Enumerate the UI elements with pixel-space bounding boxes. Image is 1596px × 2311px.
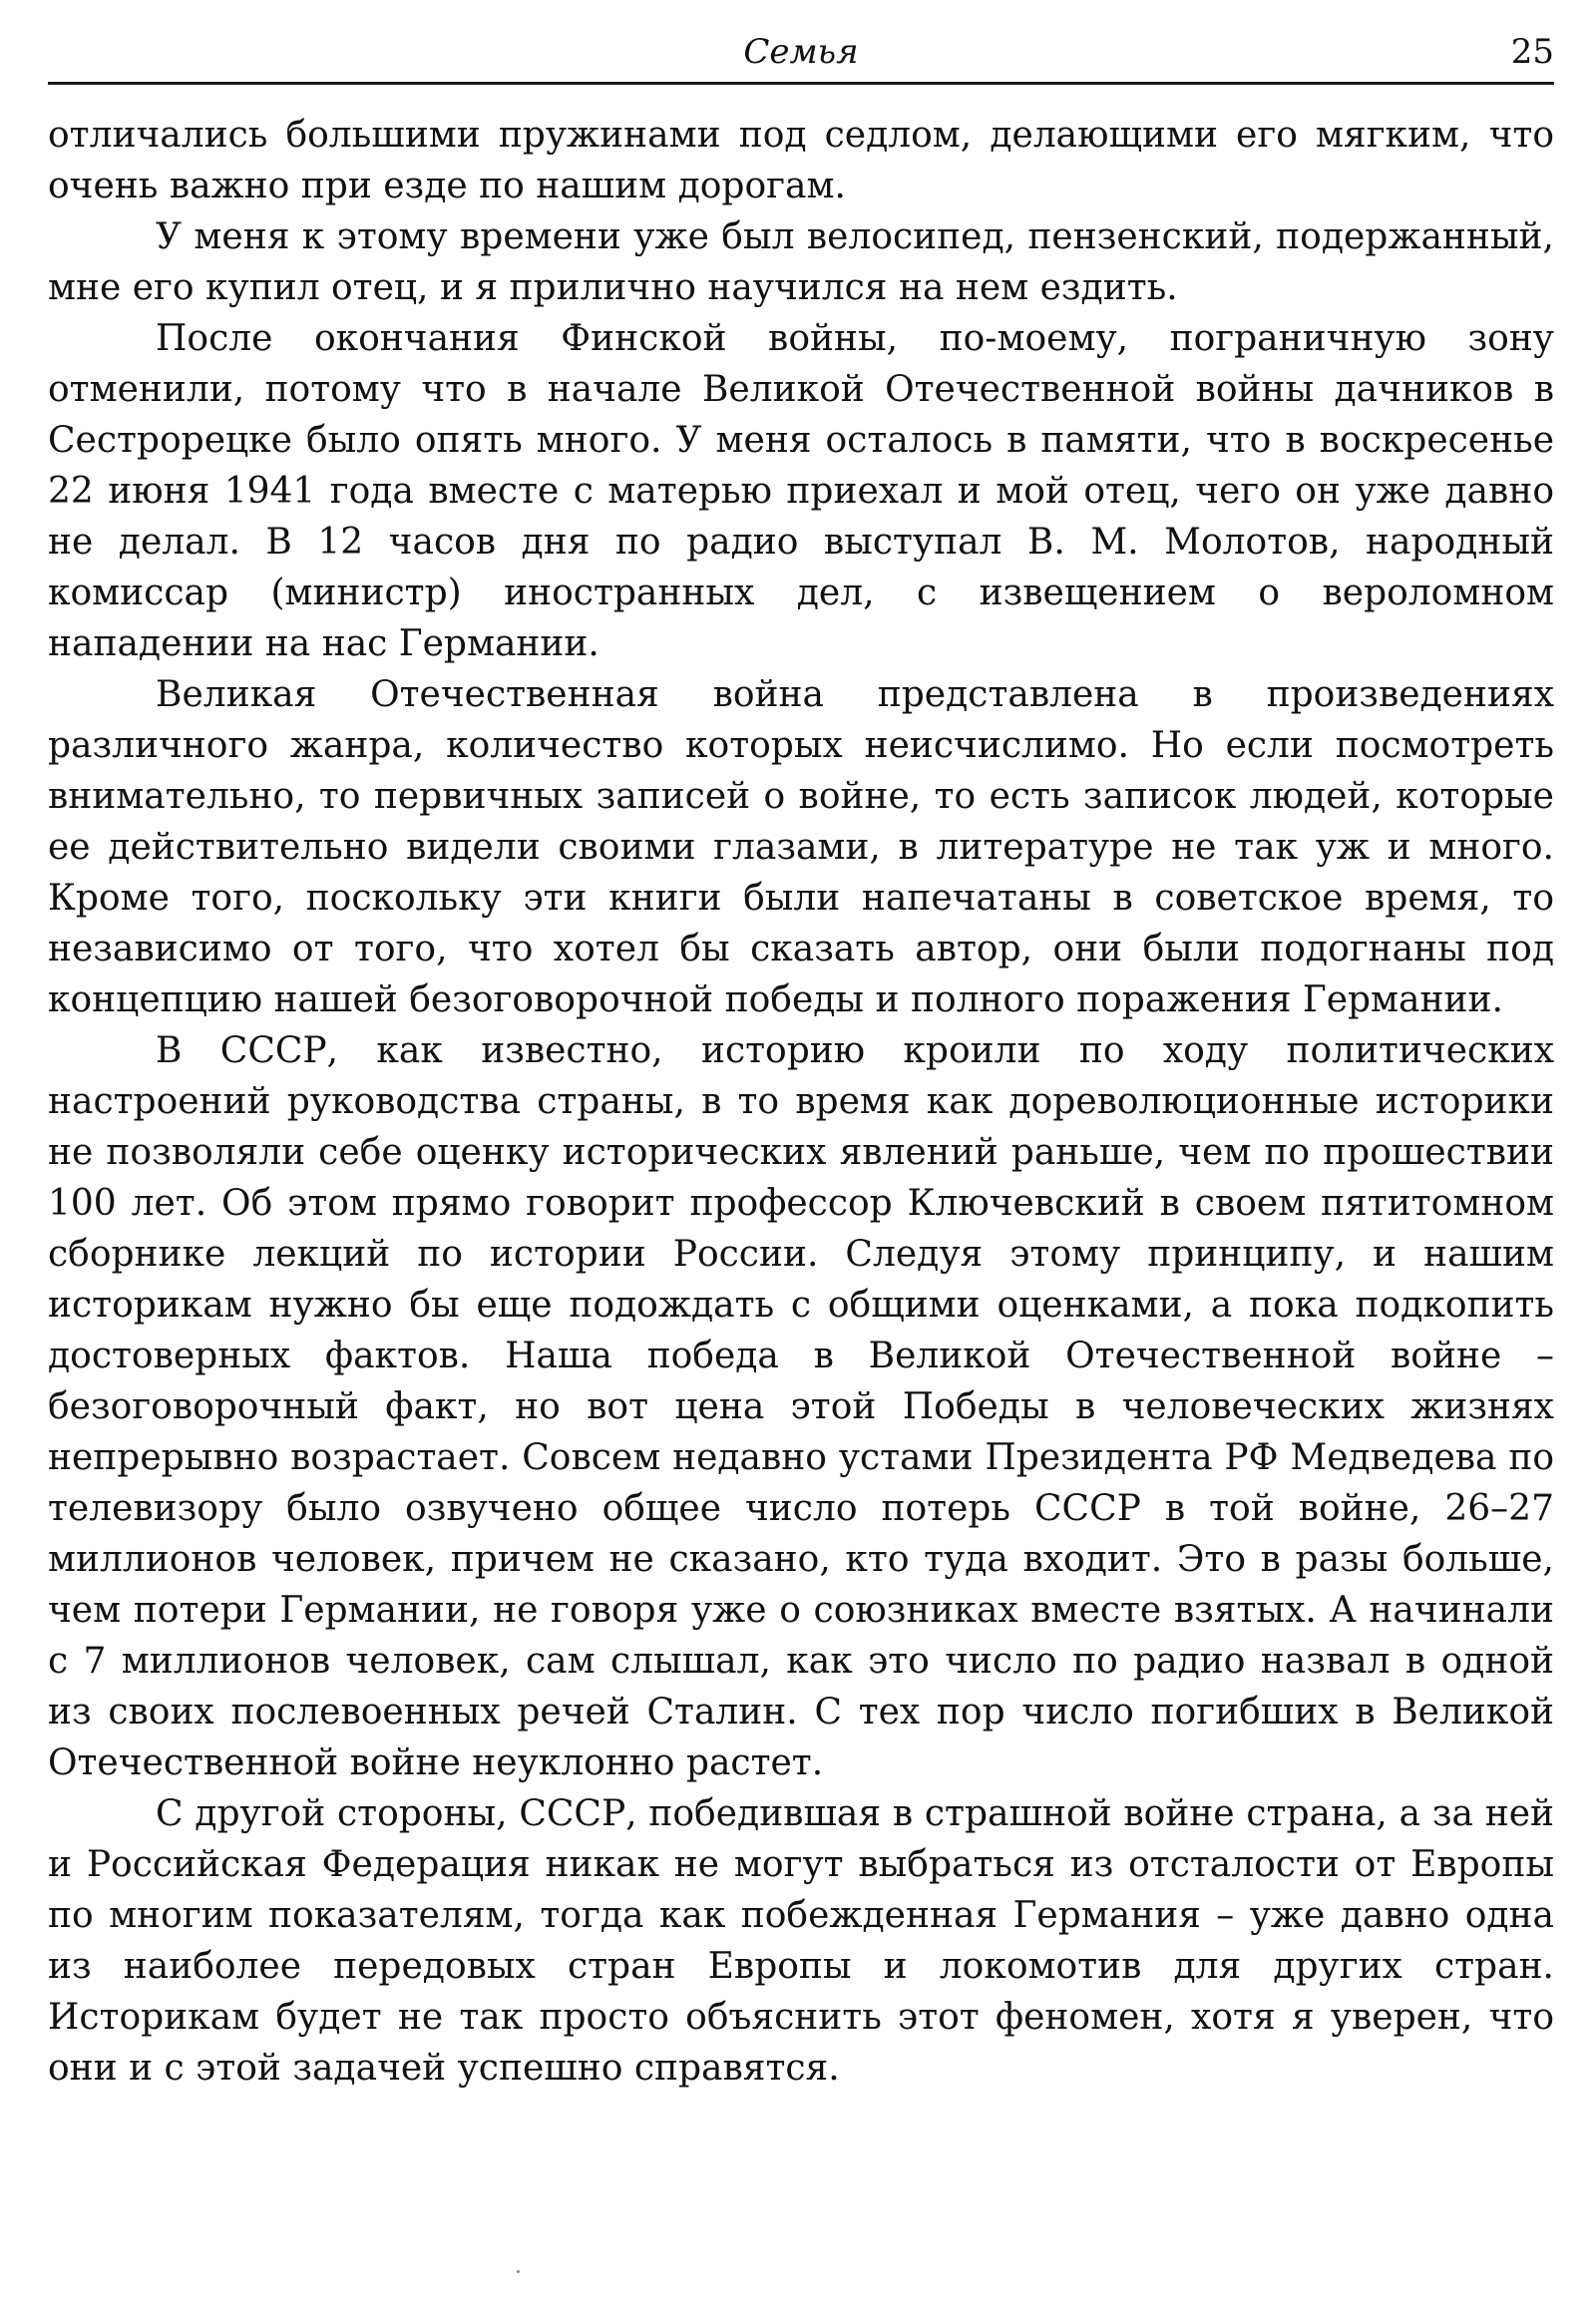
running-title: Семья [743, 32, 859, 72]
page-number: 25 [1510, 32, 1554, 72]
paragraph-war-literature: Великая Отечественная война представлена в произведениях различного жанра, количество которых неисчислимо. Но если посмотреть внимательно, то первичных записей о войне, то есть записок людей, которые ее действительно видели своими глазами, в литературе не так уж и много. Кроме того, поскольку эти книги были напечатаны в советское время, то независимо от того, что хотел бы сказать автор, они были подогнаны под концепцию нашей безоговорочной победы и полного поражения Германии. [48, 674, 1554, 1020]
body-text [48, 110, 1554, 2094]
paragraph-history-ussr: В СССР, как известно, историю кроили по ходу политических настроений руководства страны, в то время как дореволюционные историки не позволяли себе оценку исторических явлений раньше, чем по прошествии 100 лет. Об этом прямо говорит профессор Ключевский в своем пятитомном сборнике лекций по истории России. Следуя этому принципу, и нашим историкам нужно бы еще подождать с общими оценками, а пока подкопить достоверных фактов. Наша победа в Великой Отечественной войне – безоговорочный факт, но вот цена этой Победы в человеческих жизнях непрерывно возрастает. Совсем недавно устами Президента РФ Медведева по телевизору было озвучено общее число потерь СССР в той войне, 26–27 миллионов человек, причем не сказано, кто туда входит. Это в разы больше, чем потери Германии, не говоря уже о союзниках вместе взятых. А начинали с 7 миллионов человек, сам слышал, как это число по радио назвал в одной из своих послевоенных речей Сталин. С тех пор число погибших в Великой Отечественной войне неуклонно растет. [48, 1030, 1554, 1783]
paragraph-war-start: После окончания Финской войны, по-моему, пограничную зону отменили, потому что в начале Великой Отечественной войны дачников в Сестрорецке было опять много. У меня осталось в памяти, что в воскресенье 22 июня 1941 года вместе с матерью приехал и мой отец, чего он уже давно не делал. В 12 часов дня по радио выступал В. М. Молотов, народный комиссар (министр) иностранных дел, с извещением о вероломном нападении на нас Германии. [48, 318, 1554, 664]
running-header [48, 30, 1554, 85]
print-speck [517, 2270, 520, 2273]
paragraph-bicycle: У меня к этому времени уже был велосипед, пензенский, подержанный, мне его купил отец, и я прилично научился на нем ездить. [48, 216, 1554, 308]
paragraph-continuation: отличались большими пружинами под седлом, делающими его мягким, что очень важно при езде по нашим дорогам. [48, 115, 1554, 206]
book-page [48, 0, 1554, 2311]
paragraph-other-side: С другой стороны, СССР, победившая в страшной войне страна, а за ней и Российская Федерация никак не могут выбраться из отсталости от Европы по многим показателям, тогда как побежденная Германия – уже давно одна из наиболее передовых стран Европы и локомотив для других стран. Историкам будет не так просто объяснить этот феномен, хотя я уверен, что они и с этой задачей успешно справятся. [48, 1793, 1554, 2089]
